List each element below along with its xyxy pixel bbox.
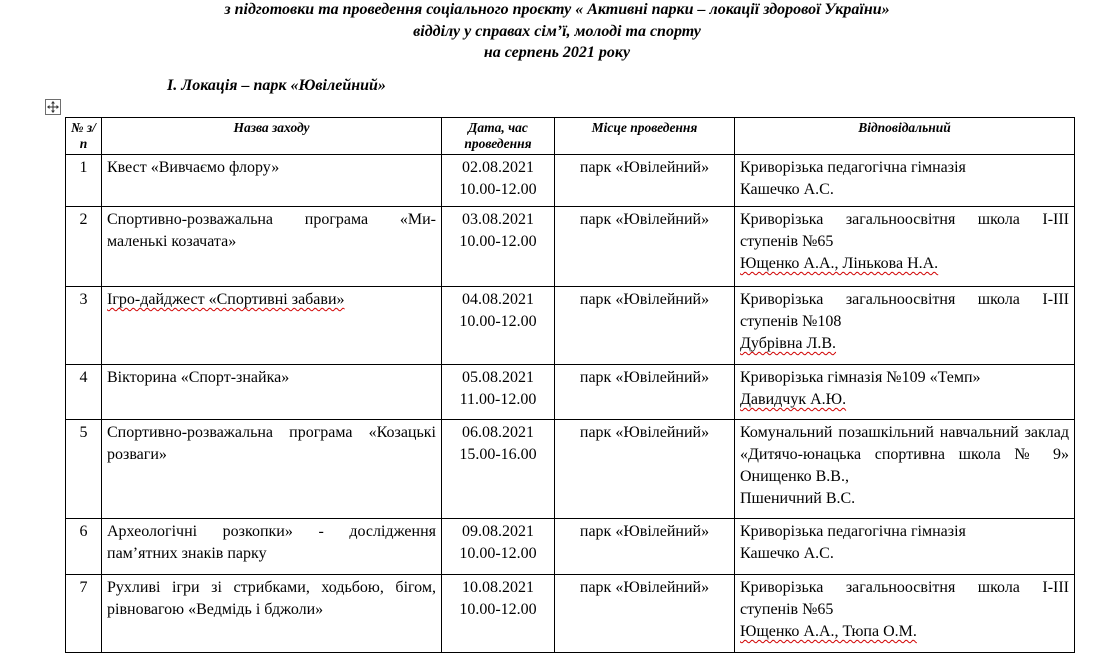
event-date-time [442,420,555,519]
event-date-time [442,155,555,207]
event-responsible [735,155,1075,207]
event-time: 10.00-12.00 [459,601,537,618]
event-place: парк «Ювілейний» [555,420,735,519]
row-number: 5 [66,420,102,519]
col-header-number: № з/п [66,118,102,155]
doc-heading-line-3: на серпень 2021 року [483,44,631,61]
responsible-org: Криворізька педагогічна гімназія [740,159,966,176]
table-row [66,207,1075,287]
col-header-place: Місце проведення [555,118,735,155]
table-row [66,155,1075,207]
responsible-person: Кашечко А.С. [740,545,834,562]
event-date-time [442,519,555,575]
event-responsible [735,365,1075,420]
col-header-date-time: Дата, час проведення [442,118,555,155]
responsible-person: Дубрівна Л.В. [740,335,837,352]
event-date-time [442,287,555,365]
doc-heading-line-1: з підготовки та проведення соціального проєкту « Активні парки – локації здорової України» [224,1,890,18]
row-number: 1 [66,155,102,207]
responsible-org: Криворізька загальноосвітня школа І-ІІІ ступенів №108 [740,291,1069,330]
table-move-handle-icon[interactable] [45,99,61,115]
event-date-time [442,365,555,420]
event-place: парк «Ювілейний» [555,207,735,287]
event-time: 10.00-12.00 [459,313,537,330]
events-table [65,117,1075,653]
event-place: парк «Ювілейний» [555,287,735,365]
event-place: парк «Ювілейний» [555,519,735,575]
responsible-org: Комунальний позашкільний навчальний заклад «Дитячо-юнацька спортивна школа № 9» Онищенко В.В., [740,424,1069,485]
event-place: парк «Ювілейний» [555,575,735,653]
event-date: 03.08.2021 [462,211,534,228]
event-name: Спортивно-розважальна програма «Ми-маленькі козачата» [102,207,442,287]
col-header-event-name: Назва заходу [102,118,442,155]
event-place: парк «Ювілейний» [555,365,735,420]
responsible-org: Криворізька загальноосвітня школа І-ІІІ ступенів №65 [740,211,1069,250]
event-date: 02.08.2021 [462,159,534,176]
table-row [66,420,1075,519]
event-date-time [442,575,555,653]
event-name: Археологічні розкопки» - дослідження пам’ятних знаків парку [102,519,442,575]
row-number: 7 [66,575,102,653]
responsible-org: Криворізька гімназія №109 «Темп» [740,369,981,386]
event-time: 10.00-12.00 [459,545,537,562]
event-responsible [735,420,1075,519]
event-name: Вікторина «Спорт-знайка» [102,365,442,420]
responsible-org: Криворізька педагогічна гімназія [740,523,966,540]
event-date: 09.08.2021 [462,523,534,540]
responsible-person: Ющенко А.А., Лінькова Н.А. [740,255,939,272]
event-time: 15.00-16.00 [459,446,537,463]
responsible-org: Криворізька загальноосвітня школа І-ІІІ ступенів №65 [740,579,1069,618]
table-row [66,365,1075,420]
responsible-person: Ющенко А.А., Тюпа О.М. [740,623,917,640]
col-header-responsible: Відповідальний [735,118,1075,155]
event-date: 04.08.2021 [462,291,534,308]
event-time: 10.00-12.00 [459,233,537,250]
event-date-time [442,207,555,287]
row-number: 4 [66,365,102,420]
section-title: І. Локація – парк «Ювілейний» [167,77,386,94]
event-name [102,287,442,365]
responsible-person: Пшеничний В.С. [740,490,856,507]
event-place: парк «Ювілейний» [555,155,735,207]
event-responsible [735,287,1075,365]
row-number: 3 [66,287,102,365]
row-number: 6 [66,519,102,575]
event-date: 06.08.2021 [462,424,534,441]
event-responsible [735,575,1075,653]
event-responsible [735,519,1075,575]
event-name-text: Ігро-дайджест «Спортивні забави» [107,291,345,308]
event-name: Квест «Вивчаємо флору» [102,155,442,207]
event-date: 10.08.2021 [462,579,534,596]
event-responsible [735,207,1075,287]
responsible-person: Давидчук А.Ю. [740,391,847,408]
event-date: 05.08.2021 [462,369,534,386]
table-row [66,519,1075,575]
table-row [66,575,1075,653]
event-name: Рухливі ігри зі стрибками, ходьбою, бігом, рівновагою «Ведмідь і бджоли» [102,575,442,653]
table-header-row [66,118,1075,155]
responsible-person: Кашечко А.С. [740,181,834,198]
table-row [66,287,1075,365]
row-number: 2 [66,207,102,287]
event-time: 10.00-12.00 [459,181,537,198]
doc-heading-line-2: відділу у справах сім’ї, молоді та спорту [413,23,701,40]
event-time: 11.00-12.00 [459,391,537,408]
event-name: Спортивно-розважальна програма «Козацькі розваги» [102,420,442,519]
